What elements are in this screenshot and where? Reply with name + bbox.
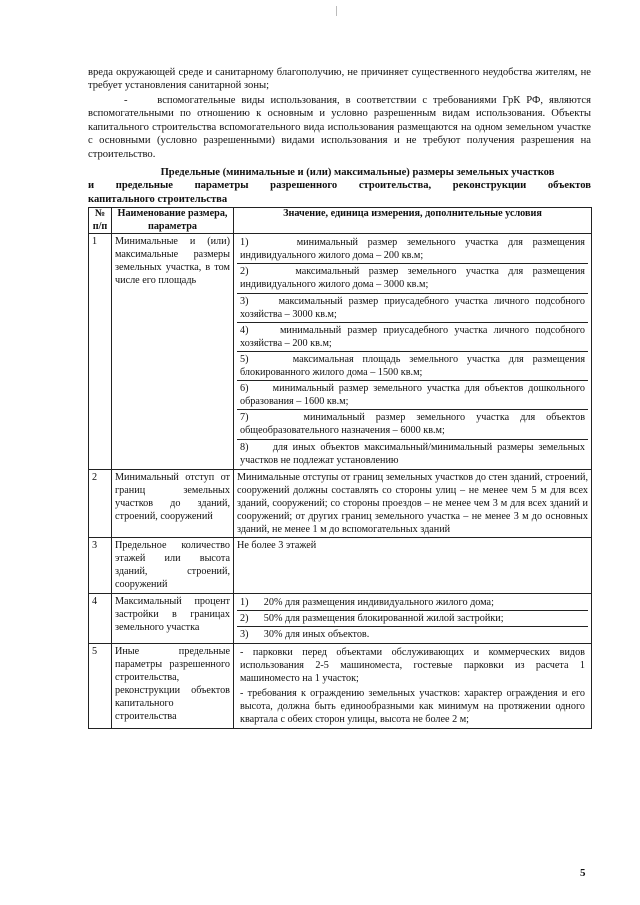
row-value-text: Минимальные отступы от границ земельных участков до стен зданий, строений, сооружений должны составлять со стороны улиц – не менее чем 5 м для всех зданий, сооружений; со стороны проездов – не менее чем 3 м для всех зданий и сооружений; от других границ земельного участка – не менее 3 м до основных зданий, не менее 1 м до вспомогательных зданий <box>234 469 592 537</box>
row-conditions <box>234 643 592 729</box>
table-header-row <box>89 208 592 234</box>
condition-item: - парковки перед объектами обслуживающих и коммерческих видов использования 2-5 машиноместа, гостевые парковки из расчета 1 машиноместо на 1 участок; <box>240 646 585 684</box>
heading-line: и предельные параметры разрешенного строительства, реконструкции объектов <box>88 180 591 192</box>
heading-line: капитального строительства <box>88 193 228 205</box>
row-num: 2 <box>89 469 112 537</box>
row-param-name: Предельное количество этажей или высота зданий, строений, сооружений <box>112 538 234 593</box>
row-value-text: Не более 3 этажей <box>234 538 592 593</box>
table-row <box>89 593 592 643</box>
row-param-name: Максимальный процент застройки в границах земельного участка <box>112 593 234 643</box>
paragraph-auxiliary-uses: - вспомогательные виды использования, в соответствии с требованиями ГрК РФ, являются вспомогательными по отношению к основным и условно разрешенным видам использования. Объекты капитального строительства вспомогательного вида использования размещаются на одном земельном участке с основными (условно разрешенными) видами использования и не требуют получения разрешения на строительство. <box>88 95 591 160</box>
row-param-name: Минимальные и (или) максимальные размеры земельных участка, в том числе его площадь <box>112 234 234 470</box>
header-name: Наименование размера, параметра <box>112 208 234 234</box>
row-param-name: Иные предельные параметры разрешенного строительства, реконструкции объектов капитального строительства <box>112 643 234 729</box>
condition-item: - требования к ограждению земельных участков: характер ограждения и его высота, должна быть единообразными как минимум на протяжении одного квартала с обеих сторон улицы, высота не более 2 м; <box>240 688 585 726</box>
condition-item: 1) 20% для размещения индивидуального жилого дома; <box>237 595 588 611</box>
table-row <box>89 538 592 593</box>
condition-item: 2) 50% для размещения блокированной жилой застройки; <box>237 611 588 627</box>
condition-item: 5) максимальная площадь земельного участка для размещения блокированного жилого дома – 1500 кв.м; <box>237 352 588 381</box>
paragraph-continuation: вреда окружающей среде и санитарному благополучию, не причиняет существенного неудобства жителям, не требует установления санитарной зоны; <box>88 67 591 92</box>
condition-item: 7) минимальный размер земельного участка для объектов общеобразовательного назначения – 6000 кв.м; <box>237 410 588 439</box>
condition-item: 2) максимальный размер земельного участка для размещения индивидуального жилого дома – 3000 кв.м; <box>237 264 588 293</box>
condition-item: 4) минимальный размер приусадебного участка личного подсобного хозяйства – 200 кв.м; <box>237 323 588 352</box>
table-heading <box>88 166 591 206</box>
condition-item: 8) для иных объектов максимальный/минимальный размеры земельных участков не подлежат установлению <box>240 441 585 466</box>
row-param-name: Минимальный отступ от границ земельных участков до зданий, строений, сооружений <box>112 469 234 537</box>
header-num: № п/п <box>89 208 112 234</box>
table-row <box>89 643 592 729</box>
condition-item: 3) 30% для иных объектов. <box>240 628 370 640</box>
row-conditions <box>234 593 592 643</box>
table-row <box>89 234 592 470</box>
row-num: 5 <box>89 643 112 729</box>
condition-item: 3) максимальный размер приусадебного участка личного подсобного хозяйства – 3000 кв.м; <box>237 294 588 323</box>
page-number: 5 <box>580 867 586 879</box>
header-value: Значение, единица измерения, дополнительные условия <box>234 208 592 234</box>
row-num: 3 <box>89 538 112 593</box>
scan-mark <box>336 6 337 16</box>
table-row <box>89 469 592 537</box>
condition-item: 6) минимальный размер земельного участка для объектов дошкольного образования – 1600 кв.м; <box>237 381 588 410</box>
condition-item: 1) минимальный размер земельного участка для размещения индивидуального жилого дома – 200 кв.м; <box>237 235 588 264</box>
parameters-table <box>88 207 592 729</box>
heading-line: Предельные (минимальные и (или) максимальные) размеры земельных участков <box>160 167 555 178</box>
row-num: 4 <box>89 593 112 643</box>
row-num: 1 <box>89 234 112 470</box>
row-conditions <box>234 234 592 470</box>
